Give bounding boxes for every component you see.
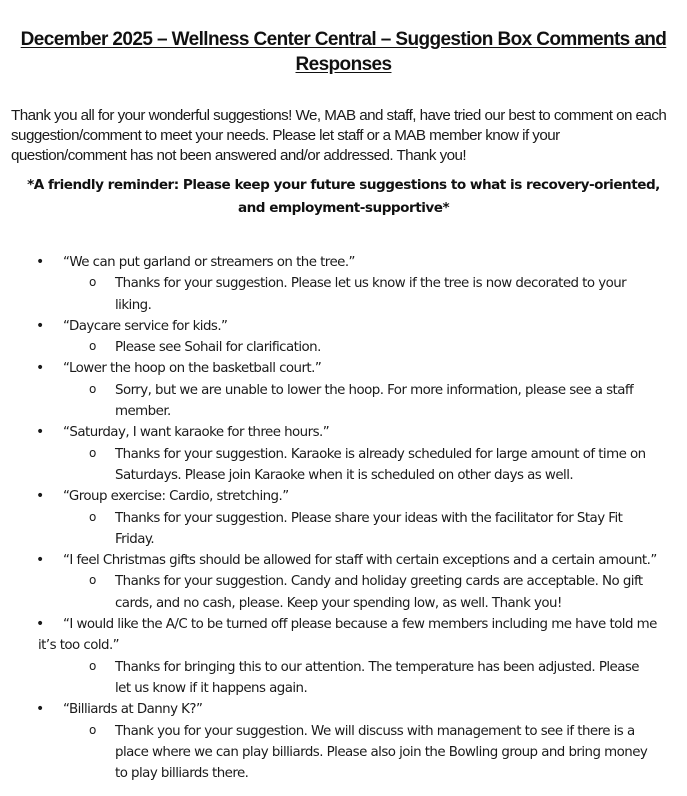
sub-bullet-icon: o (89, 658, 96, 673)
suggestion-item (0, 422, 687, 486)
response-line: cards, and no cash, please. Keep your spending low, as well. Thank you! (115, 595, 562, 611)
response-text (0, 337, 687, 358)
response-line: Thanks for your suggestion. Please let us know if the tree is now decorated to your (115, 276, 627, 292)
bullet-icon: • (36, 552, 44, 569)
intro-line: question/comment has not been answered and/or addressed. Thank you! (11, 147, 467, 164)
sub-bullet-icon: o (89, 445, 96, 460)
response-line: Thank you for your suggestion. We will discuss with management to see if there is a (115, 723, 635, 739)
bullet-icon: • (36, 616, 44, 633)
bullet-icon: • (36, 254, 44, 270)
bullet-icon: • (36, 317, 44, 334)
response-text (0, 508, 687, 551)
suggestion-item (0, 316, 687, 359)
suggestion-line: it’s too cold.” (38, 638, 120, 654)
suggestion-text (0, 422, 687, 443)
suggestion-line: “Lower the hoop on the basketball court.” (63, 361, 322, 377)
suggestion-list (0, 252, 687, 784)
response-text (0, 657, 687, 700)
suggestion-line: “Group exercise: Cardio, stretching.” (63, 489, 289, 505)
suggestion-line: “Saturday, I want karaoke for three hours.” (63, 425, 330, 441)
suggestion-line: “Billiards at Danny K?” (63, 702, 203, 718)
response-line: let us know if it happens again. (115, 680, 308, 696)
intro-line: Thank you all for your wonderful suggestions! We, MAB and staff, have tried our best to comment on each (11, 107, 667, 124)
bullet-icon: • (36, 360, 44, 377)
response-line: Saturdays. Please join Karaoke when it is scheduled on other days as well. (115, 467, 574, 483)
response-text (0, 721, 687, 785)
response-line: Sorry, but we are unable to lower the hoop. For more information, please see a staff (115, 382, 634, 398)
intro-paragraph (11, 106, 687, 166)
response-line: Please see Sohail for clarification. (115, 340, 321, 356)
suggestion-item (0, 550, 687, 614)
friendly-reminder (0, 174, 687, 220)
sub-bullet-icon: o (89, 722, 96, 737)
intro-line: suggestion/comment to meet your needs. Please let staff or a MAB member know if your (11, 127, 560, 144)
suggestion-line: “I would like the A/C to be turned off please because a few members including me have told me (63, 617, 657, 633)
response-text (0, 380, 687, 423)
suggestion-item (0, 699, 687, 784)
sub-bullet-icon: o (89, 509, 96, 524)
suggestion-text (0, 699, 687, 720)
sub-bullet-icon: o (89, 573, 96, 588)
suggestion-item (0, 486, 687, 550)
response-line: Thanks for bringing this to our attention. The temperature has been adjusted. Please (115, 659, 639, 675)
title-line-2: Responses (295, 54, 392, 75)
suggestion-item (0, 358, 687, 422)
response-line: to play billiards there. (115, 766, 249, 782)
response-line: Thanks for your suggestion. Please share your ideas with the facilitator for Stay Fit (115, 510, 623, 526)
title-line-1: December 2025 – Wellness Center Central – Suggestion Box Comments and (20, 29, 667, 50)
suggestion-item (0, 614, 687, 699)
suggestion-line: “We can put garland or streamers on the tree.” (63, 255, 355, 270)
response-text (0, 444, 687, 487)
response-line: Friday. (115, 531, 155, 547)
sub-bullet-icon: o (89, 339, 96, 354)
document-title (0, 27, 687, 77)
suggestion-text (0, 550, 687, 571)
bullet-icon: • (36, 701, 44, 718)
response-text (0, 273, 687, 316)
suggestion-text (0, 358, 687, 379)
suggestion-text (0, 486, 687, 507)
suggestion-line: “Daycare service for kids.” (63, 318, 228, 334)
bullet-icon: • (36, 424, 44, 441)
response-line: place where we can play billiards. Please also join the Bowling group and bring money (115, 744, 648, 760)
suggestion-text (0, 614, 687, 657)
reminder-line: *A friendly reminder: Please keep your future suggestions to what is recovery-oriented, (27, 177, 660, 193)
response-line: member. (115, 404, 171, 420)
bullet-icon: • (36, 488, 44, 505)
response-line: Thanks for your suggestion. Candy and holiday greeting cards are acceptable. No gift (115, 574, 643, 590)
response-text (0, 571, 687, 614)
sub-bullet-icon: o (89, 275, 96, 290)
response-line: liking. (115, 297, 152, 313)
reminder-line: and employment-supportive* (237, 200, 450, 216)
suggestion-item (0, 252, 687, 316)
sub-bullet-icon: o (89, 381, 96, 396)
suggestion-text (0, 252, 687, 273)
suggestion-text (0, 316, 687, 337)
response-line: Thanks for your suggestion. Karaoke is already scheduled for large amount of time on (115, 446, 646, 462)
suggestion-line: “I feel Christmas gifts should be allowed for staff with certain exceptions and a certain amount.” (63, 553, 657, 569)
